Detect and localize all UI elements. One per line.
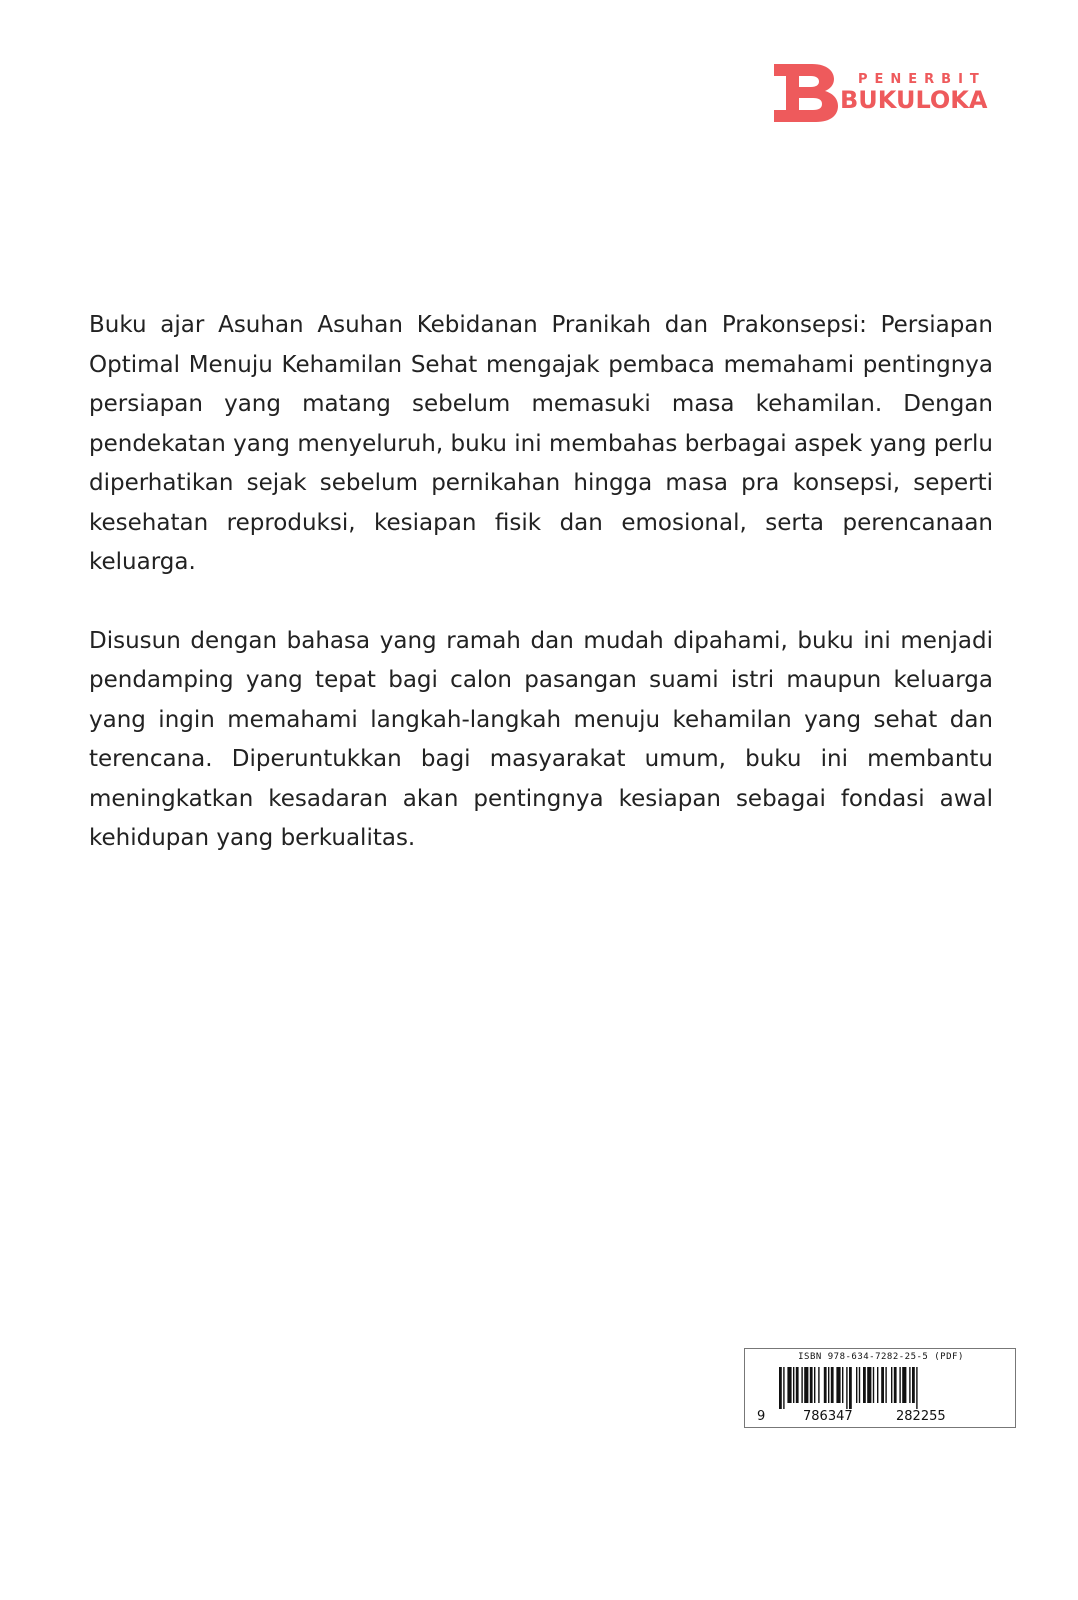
barcode-bar: [793, 1367, 794, 1403]
publisher-name: BUKULOKA: [840, 86, 988, 114]
barcode-bar: [894, 1367, 897, 1403]
barcode-bar: [881, 1367, 884, 1403]
blurb: [89, 306, 993, 898]
barcode-bar: [801, 1367, 802, 1403]
barcode-bar: [877, 1367, 878, 1403]
barcode-bar: [916, 1367, 917, 1409]
barcode-bar: [885, 1367, 886, 1403]
barcode-digits-left: 786347: [803, 1409, 853, 1424]
barcode-digit-first: 9: [757, 1409, 766, 1424]
barcode-bar: [899, 1367, 900, 1403]
logo-b-icon: [774, 64, 838, 122]
barcode-bar: [891, 1367, 892, 1403]
barcode-bar: [824, 1367, 827, 1403]
barcode-bar: [831, 1367, 834, 1403]
barcode-bar: [842, 1367, 843, 1403]
barcode-bar: [856, 1367, 857, 1403]
barcode-bar: [818, 1367, 819, 1403]
blurb-paragraph-1: Buku ajar Asuhan Asuhan Kebidanan Pranikah dan Prakonsepsi: Persiapan Optimal Menuju Kehamilan Sehat mengajak pembaca memahami pentingnya persiapan yang matang sebelum memasuki masa kehamilan. Dengan pendekatan yang menyeluruh, buku ini membahas berbagai aspek yang perlu diperhatikan sejak sebelum pernikahan hingga masa pra konsepsi, seperti kesehatan reproduksi, kesiapan fisik dan emosional, serta perencanaan keluarga.: [89, 312, 993, 575]
publisher-label: PENERBIT: [858, 72, 986, 87]
barcode-bar: [909, 1367, 910, 1403]
barcode-bar: [863, 1367, 866, 1403]
barcode-bar: [810, 1367, 813, 1403]
barcode-bar: [783, 1367, 784, 1409]
barcode-bar: [796, 1367, 799, 1403]
barcode-bars-icon: [779, 1367, 969, 1409]
barcode-digits-right: 282255: [896, 1409, 946, 1424]
barcode-bar: [859, 1367, 860, 1403]
barcode-bar: [849, 1367, 852, 1409]
barcode-bar: [912, 1367, 915, 1403]
barcode-bar: [867, 1367, 871, 1403]
barcode-bar: [873, 1367, 874, 1403]
barcode-bar: [787, 1367, 791, 1403]
blurb-paragraph-2: Disusun dengan bahasa yang ramah dan mudah dipahami, buku ini menjadi pendamping yang tepat bagi calon pasangan suami istri maupun keluarga yang ingin memahami langkah-langkah menuju kehamilan yang sehat dan terencana. Diperuntukkan bagi masyarakat umum, buku ini membantu meningkatkan kesadaran akan pentingnya kesiapan sebagai fondasi awal kehidupan yang berkualitas.: [89, 627, 993, 851]
barcode-bar: [828, 1367, 829, 1403]
barcode-bar: [846, 1367, 847, 1409]
barcode-bar: [902, 1367, 906, 1403]
barcode-bar: [779, 1367, 782, 1409]
barcode-bar: [804, 1367, 808, 1403]
publisher-logo: [774, 64, 994, 124]
barcode-bar: [836, 1367, 840, 1403]
barcode-bar: [814, 1367, 815, 1403]
isbn-barcode: [744, 1348, 1016, 1428]
isbn-label: ISBN 978-634-7282-25-5 (PDF): [798, 1352, 964, 1362]
